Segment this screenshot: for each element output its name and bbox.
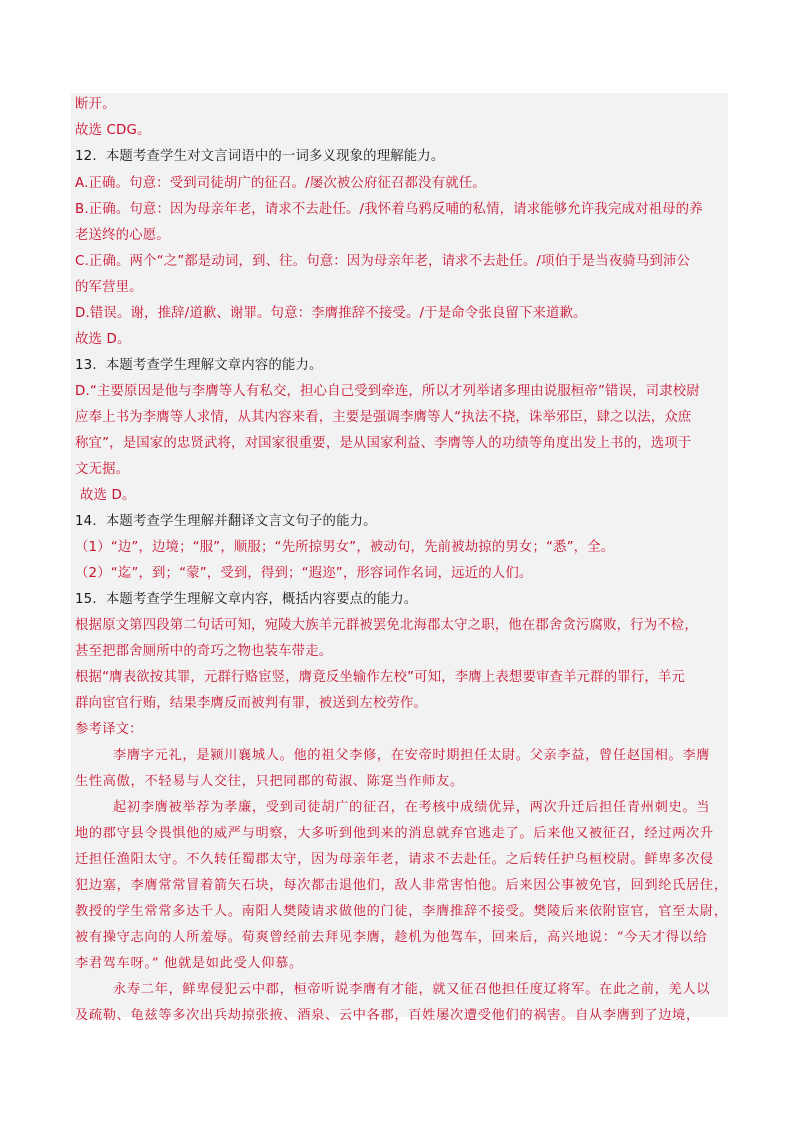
text-line: B.正确。句意：因为母亲年老，请求不去赴任。/我怀着乌鸦反哺的私情，请求能够允许我完成对祖母的养 [75, 202, 703, 217]
text-line: 老送终的心愿。 [75, 228, 170, 243]
translation-line: 及疏勒、龟兹等多次出兵劫掠张掖、酒泉、云中各郡，百姓屡次遭受他们的祸害。自从李膺到了边境， [75, 1008, 700, 1023]
translation-line: 迁担任渔阳太守。不久转任蜀郡太守，因为母亲年老，请求不去赴任。之后转任护乌桓校尉。鲜卑多次侵 [75, 852, 714, 867]
translation-line: 地的郡守县令畏惧他的威严与明察，大多听到他到来的消息就弃官逃走了。后来他又被征召，经过两次升 [75, 826, 714, 841]
translation-line: 起初李膺被举荐为孝廉，受到司徒胡广的征召，在考核中成绩优异，两次升迁后担任青州刺史。当 [113, 800, 711, 815]
translation-heading: 参考译文： [75, 722, 143, 737]
text-line: 根据“膺表欲按其罪，元群行赂宦竖，膺竟反坐输作左校”可知，李膺上表想要审查羊元群的罪行，羊元 [75, 670, 685, 685]
text-line: A.正确。句意：受到司徒胡广的征召。/屡次被公府征召都没有就任。 [75, 176, 486, 191]
question-heading: 13．本题考查学生理解文章内容的能力。 [75, 358, 323, 373]
text-line: 故选 CDG。 [75, 123, 151, 138]
text-line: 故选 D。 [75, 332, 131, 347]
text-line: （2）“迄”，到；“蒙”，受到，得到；“遐迩”，形容词作名词，远近的人们。 [75, 566, 533, 581]
text-line: （1）“边”，边境；“服”，顺服；“先所掠男女”，被动句，先前被劫掠的男女；“悉”，全。 [75, 540, 615, 555]
text-line: D.错误。谢，推辞/道歉、谢罪。句意：李膺推辞不接受。/于是命令张良留下来道歉。 [75, 306, 587, 321]
text-line: 群向宦官行贿，结果李膺反而被判有罪，被送到左校劳作。 [75, 696, 428, 711]
translation-line: 生性高傲，不轻易与人交往，只把同郡的荀淑、陈寔当作师友。 [75, 774, 464, 789]
translation-line: 犯边塞，李膺常常冒着箭矢石块，每次都击退他们，敌人非常害怕他。后来因公事被免官，回到纶氏居住， [75, 878, 728, 893]
translation-line: 李膺字元礼，是颍川襄城人。他的祖父李修，在安帝时期担任太尉。父亲李益，曾任赵国相。李膺 [113, 748, 711, 763]
text-line: 称宜”，是国家的忠贤武将，对国家很重要，是从国家利益、李膺等人的功绩等角度出发上书的，选项于 [75, 436, 692, 451]
text-line: 的军营里。 [75, 280, 143, 295]
question-heading: 12．本题考查学生对文言词语中的一词多义现象的理解能力。 [75, 149, 445, 164]
text-line: 应奉上书为李膺等人求情，从其内容来看，主要是强调李膺等人“执法不挠，诛举邪臣，肆之以法，众庶 [75, 410, 692, 425]
translation-line: 教授的学生常常多达千人。南阳人樊陵请求做他的门徒，李膺推辞不接受。樊陵后来依附宦官，官至太尉， [75, 904, 728, 919]
text-line: 断开。 [75, 97, 116, 112]
translation-line: 被有操守志向的人所羞辱。荀爽曾经前去拜见李膺，趁机为他驾车，回来后，高兴地说：“今天才得以给 [75, 930, 708, 945]
text-line: C.正确。两个“之”都是动词，到、往。句意：因为母亲年老，请求不去赴任。/项伯于是当夜骑马到沛公 [75, 254, 690, 269]
text-line: 根据原文第四段第二句话可知，宛陵大族羊元群被罢免北海郡太守之职，他在郡舍贪污腐败，行为不检， [75, 618, 698, 633]
answer-explanation-block [71, 93, 728, 1023]
text-line: 故选 D。 [80, 488, 136, 503]
text-line: 甚至把郡舍厕所中的奇巧之物也装车带走。 [75, 644, 333, 659]
question-heading: 15．本题考查学生理解文章内容，概括内容要点的能力。 [75, 592, 418, 607]
question-heading: 14．本题考查学生理解并翻译文言文句子的能力。 [75, 514, 377, 529]
translation-line: 永寿二年，鲜卑侵犯云中郡，桓帝听说李膺有才能，就又征召他担任度辽将军。在此之前，羌人以 [113, 982, 711, 997]
text-line: D.“主要原因是他与李膺等人有私交，担心自己受到牵连，所以才列举诸多理由说服桓帝”错误，司隶校尉 [75, 384, 700, 399]
text-line: 文无据。 [75, 462, 130, 477]
translation-line: 李君驾车呀。” 他就是如此受人仰慕。 [75, 956, 303, 971]
